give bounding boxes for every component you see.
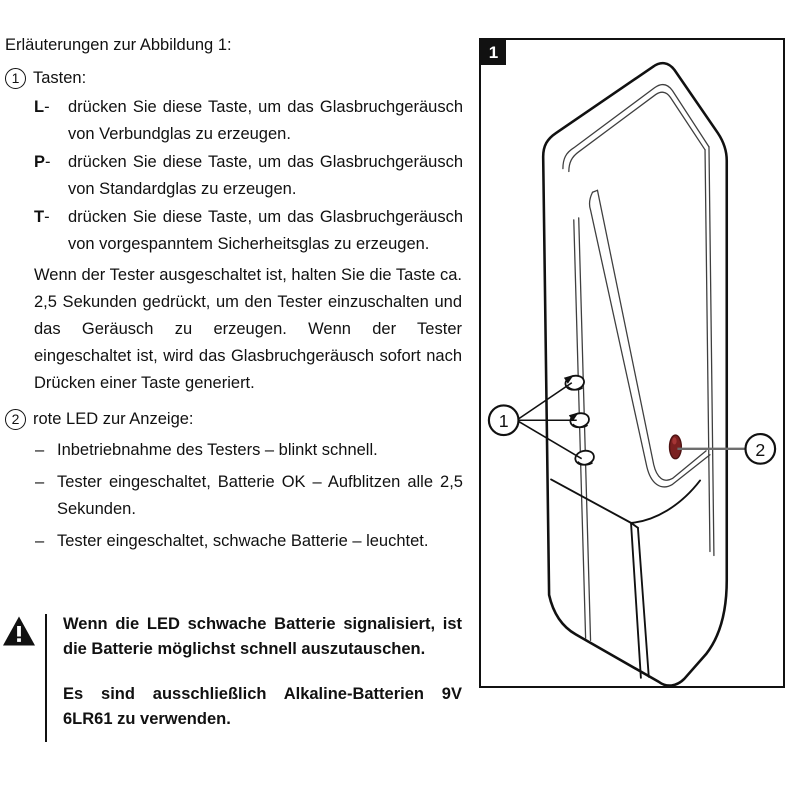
warning-block xyxy=(2,612,462,742)
definition-key-T xyxy=(34,204,68,231)
definition-row-P xyxy=(5,149,463,203)
led-state-item-battery-low xyxy=(5,528,463,555)
device-lower-shell-lines xyxy=(551,479,700,677)
definition-text-T: drücken Sie diese Taste, um das Glasbruchgeräusch von vorgespanntem Sicherheitsglas zu erzeugen. xyxy=(68,208,463,253)
section-title-1: Tasten: xyxy=(33,69,87,87)
definition-text-P: drücken Sie diese Taste, um das Glasbruchgeräusch von Standardglas zu erzeugen. xyxy=(68,153,463,198)
device-left-seam xyxy=(574,218,591,640)
glass-break-tester-illustration xyxy=(481,40,783,686)
warning-text-group xyxy=(63,612,462,732)
figure-frame-1 xyxy=(479,38,785,688)
section-2-header xyxy=(5,405,463,433)
dash-bullet-icon: – xyxy=(35,473,45,491)
callout-label-2: 2 xyxy=(755,439,766,460)
warning-paragraph-battery-type: Es sind ausschließlich Alkaline-Batterien 9V 6LR61 zu verwenden. xyxy=(63,685,462,728)
red-led-indicator xyxy=(670,435,682,459)
dash-bullet-icon: – xyxy=(35,532,45,550)
definition-dash-L: - xyxy=(44,98,50,116)
figure-number-badge: 1 xyxy=(481,40,506,65)
definition-row-T xyxy=(5,204,463,258)
definition-key-L xyxy=(34,94,68,121)
led-state-text-battery-low: Tester eingeschaltet, schwache Batterie – leuchtet. xyxy=(57,532,429,550)
definition-dash-T: - xyxy=(44,208,50,226)
definition-letter-T: T xyxy=(34,208,45,226)
led-state-list xyxy=(5,437,463,555)
definition-dash-P: - xyxy=(45,153,51,171)
led-state-item-battery-ok xyxy=(5,469,463,523)
button-definition-list xyxy=(5,94,463,258)
section-1-paragraph: Wenn der Tester ausgeschaltet ist, halten Sie die Taste ca. 2,5 Sekunden gedrückt, um den Tester einzuschalten und das Geräusch zu erzeugen. Wenn der Tester eingeschaltet ist, wird das Glasbruchgeräusch sofort nach Drücken einer Taste generiert. xyxy=(34,266,462,392)
warning-paragraph-battery-replace: Wenn die LED schwache Batterie signalisiert, ist die Batterie möglichst schnell auszutauschen. xyxy=(63,615,462,658)
warning-triangle-icon xyxy=(2,615,36,647)
section-1-header xyxy=(5,64,463,92)
definition-letter-L: L xyxy=(34,98,45,116)
callout-label-1: 1 xyxy=(498,411,509,432)
led-state-text-battery-ok: Tester eingeschaltet, Batterie OK – Aufblitzen alle 2,5 Sekunden. xyxy=(57,473,463,518)
definition-row-L xyxy=(5,94,463,148)
section-title-2: rote LED zur Anzeige: xyxy=(33,410,194,428)
button-T[interactable] xyxy=(574,449,595,466)
definition-letter-P: P xyxy=(34,153,46,171)
definition-key-P xyxy=(34,149,68,176)
definition-text-L: drücken Sie diese Taste, um das Glasbruchgeräusch von Verbundglas zu erzeugen. xyxy=(68,98,463,143)
dash-bullet-icon: – xyxy=(35,441,45,459)
explanations-text-column xyxy=(5,32,463,560)
section-number-circle-1: 1 xyxy=(5,68,26,89)
section-number-circle-2: 2 xyxy=(5,409,26,430)
warning-divider-rule xyxy=(45,614,47,742)
led-state-text-startup: Inbetriebnahme des Testers – blinkt schnell. xyxy=(57,441,378,459)
page-title: Erläuterungen zur Abbildung 1: xyxy=(5,36,232,54)
led-state-item-startup xyxy=(5,437,463,464)
